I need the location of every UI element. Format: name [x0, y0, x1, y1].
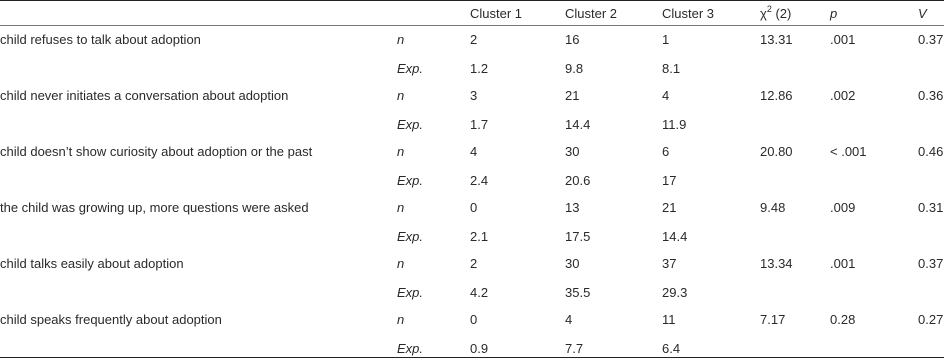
cell-chi-square: 13.31: [760, 32, 793, 47]
cell-exp-cluster2: 14.4: [565, 117, 591, 132]
row-type-n: n: [397, 32, 405, 47]
cell-exp-cluster3: 14.4: [662, 229, 688, 244]
row-label: child talks easily about adoption: [0, 256, 184, 271]
cell-exp-cluster2: 9.8: [565, 61, 584, 76]
cell-p-value: 0.28: [830, 312, 856, 327]
row-type-exp: Exp.: [397, 341, 424, 356]
cell-exp-cluster1: 2.1: [470, 229, 489, 244]
row-label: child never initiates a conversation about adoption: [0, 88, 289, 103]
cell-exp-cluster3: 17: [662, 173, 677, 188]
cell-cramers-v: 0.27: [918, 312, 944, 327]
cell-exp-cluster1: 1.7: [470, 117, 489, 132]
cell-chi-square: 7.17: [760, 312, 786, 327]
header-cluster-3: Cluster 3: [662, 6, 715, 21]
row-type-n: n: [397, 256, 405, 271]
row-type-n: n: [397, 312, 405, 327]
cell-exp-cluster3: 6.4: [662, 341, 681, 356]
row-type-exp: Exp.: [397, 117, 424, 132]
header-cluster-1: Cluster 1: [470, 6, 523, 21]
cell-chi-square: 12.86: [760, 88, 793, 103]
cell-n-cluster3: 4: [662, 88, 670, 103]
row-type-exp: Exp.: [397, 229, 424, 244]
chi-superscript: 2: [766, 3, 772, 14]
cell-exp-cluster3: 11.9: [662, 117, 687, 132]
cell-n-cluster3: 1: [662, 32, 670, 47]
cell-n-cluster1: 0: [470, 200, 478, 215]
cell-exp-cluster2: 17.5: [565, 229, 591, 244]
row-type-exp: Exp.: [397, 173, 424, 188]
cell-n-cluster2: 30: [565, 144, 580, 159]
row-type-exp: Exp.: [397, 285, 424, 300]
cell-n-cluster3: 37: [662, 256, 677, 271]
cell-n-cluster1: 2: [470, 32, 478, 47]
cell-exp-cluster3: 8.1: [662, 61, 681, 76]
header-cluster-2: Cluster 2: [565, 6, 618, 21]
cell-n-cluster1: 0: [470, 312, 478, 327]
cell-p-value: .001: [830, 32, 856, 47]
header-chi-square: [760, 3, 792, 22]
row-label: child refuses to talk about adoption: [0, 32, 201, 47]
cell-n-cluster3: 21: [662, 200, 677, 215]
row-type-n: n: [397, 200, 405, 215]
cell-chi-square: 9.48: [760, 200, 786, 215]
cell-exp-cluster2: 20.6: [565, 173, 591, 188]
cell-p-value: .009: [830, 200, 856, 215]
cell-exp-cluster1: 0.9: [470, 341, 489, 356]
cell-n-cluster2: 30: [565, 256, 580, 271]
cell-chi-square: 20.80: [760, 144, 793, 159]
cell-exp-cluster3: 29.3: [662, 285, 688, 300]
cell-n-cluster2: 21: [565, 88, 580, 103]
cell-n-cluster1: 3: [470, 88, 478, 103]
cell-exp-cluster2: 35.5: [565, 285, 591, 300]
cell-cramers-v: 0.46: [918, 144, 944, 159]
cell-cramers-v: 0.37: [918, 32, 944, 47]
chi-symbol: χ: [760, 6, 767, 21]
header-rule: [0, 25, 944, 26]
row-label: child doesn’t show curiosity about adoption or the past: [0, 144, 313, 159]
cell-n-cluster2: 13: [565, 200, 580, 215]
cell-n-cluster1: 4: [470, 144, 478, 159]
cell-cramers-v: 0.36: [918, 88, 944, 103]
row-label: the child was growing up, more questions were asked: [0, 200, 309, 215]
cell-n-cluster1: 2: [470, 256, 478, 271]
table-bottom-rule: [0, 357, 944, 358]
row-label: child speaks frequently about adoption: [0, 312, 222, 327]
cell-p-value: .002: [830, 88, 856, 103]
header-p: p: [830, 6, 838, 21]
row-type-n: n: [397, 144, 405, 159]
cell-exp-cluster1: 4.2: [470, 285, 489, 300]
chi-df: (2): [771, 6, 792, 21]
cell-cramers-v: 0.31: [918, 200, 944, 215]
row-type-exp: Exp.: [397, 61, 424, 76]
cell-p-value: .001: [830, 256, 856, 271]
cell-exp-cluster1: 2.4: [470, 173, 489, 188]
cell-exp-cluster1: 1.2: [470, 61, 489, 76]
cell-n-cluster2: 16: [565, 32, 580, 47]
cell-n-cluster3: 6: [662, 144, 670, 159]
row-type-n: n: [397, 88, 405, 103]
cell-n-cluster2: 4: [565, 312, 573, 327]
cell-exp-cluster2: 7.7: [565, 341, 584, 356]
cell-n-cluster3: 11: [662, 312, 676, 327]
cell-p-value: < .001: [830, 144, 867, 159]
header-v: V: [918, 6, 927, 21]
cell-chi-square: 13.34: [760, 256, 793, 271]
cell-cramers-v: 0.37: [918, 256, 944, 271]
table-top-rule: [0, 0, 944, 1]
